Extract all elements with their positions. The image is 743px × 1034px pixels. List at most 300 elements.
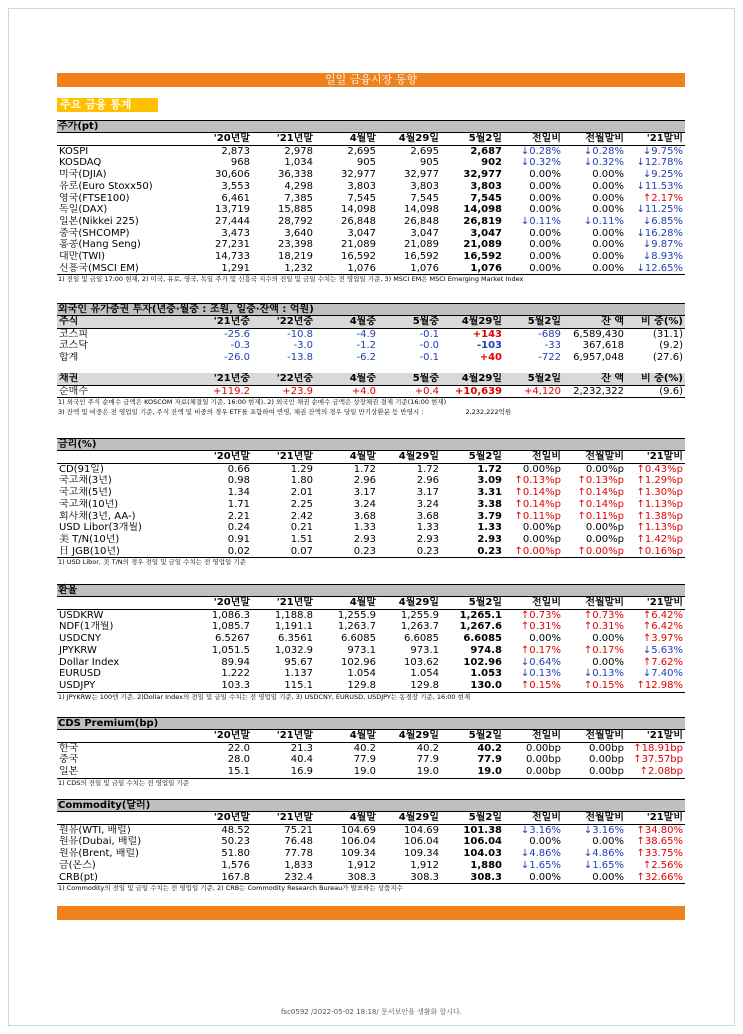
table-row (57, 754, 685, 766)
table-cell: ↑0.14%p (577, 487, 624, 499)
table-cell: 1,267.6 (459, 621, 502, 633)
table-cell: 2,978 (284, 145, 313, 157)
table-cell: 129.8 (347, 679, 376, 691)
table-cell: +0.4 (414, 385, 439, 397)
table-cell: 40.2 (353, 742, 376, 754)
table-cell: ↑0.11%p (514, 510, 561, 522)
table-row (57, 680, 685, 692)
table-cell: 6,957,048 (573, 352, 624, 364)
table-cell: 6.6085 (404, 633, 439, 645)
table-cell: ↓11.25% (636, 204, 683, 216)
table-cell: 2.93 (477, 533, 502, 545)
table-header-row (57, 812, 685, 824)
table-cell: 0.00bp (526, 766, 561, 778)
page-footer: fsc0592 /2022-05-02 18:18/ 문서보안을 생활화 합시다. (280, 1008, 463, 1016)
table-cell: 0.00% (529, 239, 561, 251)
table-cell: 23,398 (278, 239, 313, 251)
column-header: '21말비 (626, 133, 685, 145)
column-header: '20년말 (189, 133, 252, 145)
table-cell: 1,833 (284, 859, 313, 871)
commodity-section (57, 799, 685, 893)
table-cell: ↑32.66% (636, 871, 683, 883)
table-cell: 3,473 (221, 227, 250, 239)
table-cell: ↑0.17% (583, 644, 624, 656)
table-cell: +23.9 (282, 385, 313, 397)
table-cell: -1.2 (356, 340, 376, 352)
table-cell: 3.79 (477, 510, 502, 522)
table-cell: 106.04 (341, 836, 376, 848)
table-cell: 0.23 (353, 545, 376, 557)
table-cell: 19.0 (416, 766, 439, 778)
row-label: 국고채(5년) (59, 487, 112, 499)
foreign-bond-table (57, 373, 685, 397)
table-cell: 0.21 (290, 522, 313, 534)
table-cell: 1,191.1 (274, 621, 313, 633)
table-cell: 6.6085 (463, 633, 502, 645)
column-header: '22년중 (252, 316, 315, 328)
table-cell: 1.71 (227, 498, 250, 510)
table-cell: 0.00% (592, 656, 624, 668)
table-cell: 2.96 (353, 475, 376, 487)
table-row (57, 169, 685, 181)
table-cell: 6,589,430 (573, 328, 624, 340)
stocks-table (57, 133, 685, 274)
column-header: 전월말비 (563, 451, 626, 463)
table-header-row (57, 316, 685, 328)
table-cell: 968 (230, 157, 250, 169)
row-label: 日 JGB(10년) (59, 545, 120, 557)
column-header: '21년중 (189, 373, 252, 385)
table-cell: 1,263.7 (337, 621, 376, 633)
table-cell: 1.33 (353, 522, 376, 534)
table-cell: 7,545 (470, 192, 502, 204)
row-label: 신흥국(MSCI EM) (59, 262, 139, 274)
table-cell: 28,792 (278, 215, 313, 227)
column-header: 5월2일 (441, 451, 504, 463)
row-label: 영국(FTSE100) (59, 192, 130, 204)
table-row (57, 340, 685, 352)
column-header: 4월29일 (441, 316, 504, 328)
table-cell: 1.054 (410, 668, 439, 680)
table-cell: 2.01 (290, 487, 313, 499)
table-cell: ↑18.91bp (633, 742, 683, 754)
table-cell: (9.2) (659, 340, 683, 352)
table-cell: 18,219 (278, 251, 313, 263)
table-cell: 0.23 (416, 545, 439, 557)
table-cell: ↓16.28% (636, 227, 683, 239)
table-cell: 28.0 (227, 754, 250, 766)
table-cell: ↑0.16%p (636, 545, 683, 557)
table-cell: 1.33 (416, 522, 439, 534)
table-cell: 1,051.5 (211, 644, 250, 656)
column-header (57, 812, 189, 824)
column-header: 5월2일 (441, 597, 504, 609)
commodity-title: Commodity(달러) (57, 799, 685, 812)
table-cell: ↑1.29%p (636, 475, 683, 487)
table-cell: 1.51 (290, 533, 313, 545)
foreign-note-1: 1) 외국인 주식 순매수 금액은 KOSCOM 자료(체결일 기준, 16:00 현재), 2) 외국인 채권 순매수 금액은 상장채권 결제 기준(16:00 현재) (57, 397, 685, 407)
table-cell: 2.93 (353, 533, 376, 545)
column-header: '20년말 (189, 730, 252, 742)
table-cell: 0.66 (227, 463, 250, 475)
row-label: KOSPI (59, 145, 89, 157)
table-cell: 36,338 (278, 169, 313, 181)
row-label: 유로(Euro Stoxx50) (59, 180, 153, 192)
table-cell: 0.00%p (585, 522, 624, 534)
row-label: CD(91일) (59, 463, 104, 475)
table-cell: 1.054 (347, 668, 376, 680)
table-cell: 2.42 (290, 510, 313, 522)
table-header-row (57, 373, 685, 385)
table-cell: 3.68 (353, 510, 376, 522)
table-cell: 109.34 (341, 848, 376, 860)
column-header: 주식 (57, 316, 189, 328)
table-cell: ↓0.32% (520, 157, 561, 169)
table-cell: ↓9.87% (642, 239, 683, 251)
table-cell: 1,912 (410, 859, 439, 871)
table-cell: 167.8 (221, 871, 250, 883)
table-row (57, 385, 685, 397)
foreign-note-2 (57, 407, 685, 417)
column-header: 4월29일 (378, 812, 441, 824)
table-cell: 0.00%p (522, 522, 561, 534)
table-cell: 0.00% (592, 836, 624, 848)
table-cell: 14,733 (215, 251, 250, 263)
section-subtitle: 주요 금융 통계 (57, 98, 158, 112)
table-cell: 1,188.8 (274, 609, 313, 621)
table-cell: 21,089 (404, 239, 439, 251)
table-row (57, 546, 685, 558)
table-cell: 973.1 (347, 644, 376, 656)
table-cell: 89.94 (221, 656, 250, 668)
table-cell: ↓12.78% (636, 157, 683, 169)
foreign-stock-table (57, 316, 685, 364)
table-cell: -0.1 (419, 352, 439, 364)
table-row (57, 204, 685, 216)
table-cell: 1.72 (477, 463, 502, 475)
table-cell: 104.03 (463, 848, 502, 860)
row-label: 중국(SHCOMP) (59, 227, 130, 239)
table-cell: 902 (481, 157, 502, 169)
table-cell: 0.00% (529, 633, 561, 645)
table-cell: 1,255.9 (400, 609, 439, 621)
column-header: '21년말 (252, 597, 315, 609)
table-cell: ↓4.86% (583, 848, 624, 860)
table-cell: ↓0.28% (583, 145, 624, 157)
table-cell: (27.6) (652, 352, 683, 364)
column-header: '20년말 (189, 812, 252, 824)
foreign-title: 외국인 유가증권 투자(년중·월중 : 조원, 일중·잔액 : 억원) (57, 303, 685, 316)
row-label: CRB(pt) (59, 871, 98, 883)
table-row (57, 645, 685, 657)
table-row (57, 251, 685, 263)
row-label: 한국 (59, 742, 79, 754)
table-cell: 6.5267 (215, 633, 250, 645)
table-cell: 1,032.9 (274, 644, 313, 656)
table-cell: ↓0.32% (583, 157, 624, 169)
table-cell: 0.91 (227, 533, 250, 545)
table-cell: ↓0.11% (583, 215, 624, 227)
table-cell: 1,232 (284, 262, 313, 274)
table-cell: 0.00% (529, 836, 561, 848)
table-cell: 0.00% (592, 227, 624, 239)
table-cell: 2,695 (347, 145, 376, 157)
table-row (57, 872, 685, 884)
table-cell: 308.3 (347, 871, 376, 883)
column-header: 전일비 (504, 812, 563, 824)
table-cell: 40.2 (416, 742, 439, 754)
column-header: 4월29일 (378, 730, 441, 742)
row-label: 美 T/N(10년) (59, 533, 120, 545)
table-cell: ↑2.17% (642, 192, 683, 204)
table-row (57, 668, 685, 680)
column-header: 4월말 (315, 451, 378, 463)
column-header (57, 730, 189, 742)
table-row (57, 487, 685, 499)
table-cell: 1,291 (221, 262, 250, 274)
table-cell: 0.00bp (589, 766, 624, 778)
table-cell: 14,098 (404, 204, 439, 216)
table-cell: ↓0.11% (520, 215, 561, 227)
table-cell: 2.25 (290, 498, 313, 510)
column-header: 전일비 (504, 730, 563, 742)
table-cell: 0.00% (529, 169, 561, 181)
table-cell: 2.21 (227, 510, 250, 522)
table-cell: ↑0.73% (583, 609, 624, 621)
column-header (57, 451, 189, 463)
table-cell: 2,695 (410, 145, 439, 157)
column-header: 채권 (57, 373, 189, 385)
table-row (57, 328, 685, 340)
row-label: 일본(Nikkei 225) (59, 215, 139, 227)
table-cell: ↑0.00%p (514, 545, 561, 557)
column-header: 전일비 (504, 451, 563, 463)
table-row (57, 522, 685, 534)
table-cell: 1.053 (470, 668, 502, 680)
table-cell: ↓12.65% (636, 262, 683, 274)
rates-section (57, 438, 685, 567)
cds-section (57, 717, 685, 788)
table-cell: ↓9.75% (642, 145, 683, 157)
table-cell: 0.00% (529, 262, 561, 274)
column-header: 5월2일 (504, 316, 563, 328)
table-cell: 102.96 (463, 656, 502, 668)
table-cell: 308.3 (410, 871, 439, 883)
column-header: 4월중 (315, 316, 378, 328)
table-cell: -689 (538, 328, 561, 340)
column-header: 전월말비 (563, 597, 626, 609)
table-cell: (9.6) (659, 385, 683, 397)
table-cell: 905 (419, 157, 439, 169)
table-header-row (57, 730, 685, 742)
table-cell: ↑12.98% (636, 679, 683, 691)
table-cell: 21.3 (290, 742, 313, 754)
table-cell: -3.0 (293, 340, 313, 352)
table-cell: 115.1 (284, 679, 313, 691)
commodity-table (57, 812, 685, 883)
column-header: 4월29일 (378, 597, 441, 609)
table-cell: +10,639 (455, 385, 502, 397)
table-cell: 77.9 (416, 754, 439, 766)
column-header: 비 중(%) (626, 316, 685, 328)
table-cell: 1,265.1 (459, 609, 502, 621)
table-cell: 0.00% (529, 192, 561, 204)
table-cell: 4,298 (284, 180, 313, 192)
row-label: KOSDAQ (59, 157, 102, 169)
row-label: JPYKRW (59, 644, 97, 656)
table-cell: 51.80 (221, 848, 250, 860)
row-label: NDF(1개월) (59, 621, 114, 633)
table-cell: 19.0 (477, 766, 502, 778)
table-cell: 3.38 (477, 498, 502, 510)
table-cell: -26.0 (224, 352, 250, 364)
table-header-row (57, 451, 685, 463)
table-cell: 973.1 (410, 644, 439, 656)
table-cell: 1,034 (284, 157, 313, 169)
table-row (57, 216, 685, 228)
table-cell: ↑0.14%p (514, 498, 561, 510)
row-label: USDCNY (59, 633, 101, 645)
column-header: '20년말 (189, 597, 252, 609)
table-cell: ↑0.31% (520, 621, 561, 633)
table-cell: ↑0.31% (583, 621, 624, 633)
table-cell: 1.29 (290, 463, 313, 475)
table-row (57, 534, 685, 546)
table-cell: ↑37.57bp (633, 754, 683, 766)
table-cell: 6,461 (221, 192, 250, 204)
table-cell: ↓8.93% (642, 251, 683, 263)
table-cell: ↓1.65% (583, 859, 624, 871)
table-cell: 103.62 (404, 656, 439, 668)
table-row (57, 193, 685, 205)
column-header: '21말비 (626, 597, 685, 609)
column-header: '21년말 (252, 730, 315, 742)
table-row (57, 848, 685, 860)
table-header-row (57, 133, 685, 145)
table-cell: -10.8 (287, 328, 313, 340)
table-cell: 3.17 (353, 487, 376, 499)
row-label: 중국 (59, 754, 79, 766)
row-label: 원유(WTI, 배럴) (59, 824, 131, 836)
row-label: 금(온스) (59, 859, 96, 871)
table-cell: ↓6.85% (642, 215, 683, 227)
table-cell: 32,977 (463, 169, 502, 181)
table-cell: 76.48 (284, 836, 313, 848)
column-header: '21년중 (189, 316, 252, 328)
column-header: '21말비 (626, 451, 685, 463)
table-cell: ↑33.75% (636, 848, 683, 860)
table-cell: 0.00% (592, 262, 624, 274)
table-row (57, 609, 685, 621)
table-cell: +4.0 (351, 385, 376, 397)
table-cell: 77.9 (353, 754, 376, 766)
table-row (57, 228, 685, 240)
table-cell: 1,076 (470, 262, 502, 274)
row-label: 합계 (59, 352, 79, 364)
table-cell: 3.09 (477, 475, 502, 487)
table-cell: ↑0.15% (583, 679, 624, 691)
table-cell: 7,545 (347, 192, 376, 204)
table-cell: 26,848 (404, 215, 439, 227)
table-cell: 0.00%p (585, 533, 624, 545)
table-cell: 1,263.7 (400, 621, 439, 633)
table-cell: ↓9.25% (642, 169, 683, 181)
table-cell: (31.1) (652, 328, 683, 340)
column-header: 4월중 (315, 373, 378, 385)
column-header: '21말비 (626, 730, 685, 742)
row-label: USD Libor(3개월) (59, 522, 142, 534)
row-label: 원유(Brent, 배럴) (59, 848, 139, 860)
row-label: USDJPY (59, 679, 96, 691)
table-cell: 1.33 (477, 522, 502, 534)
table-cell: 0.98 (227, 475, 250, 487)
table-cell: -0.1 (419, 328, 439, 340)
column-header: 전월말비 (563, 133, 626, 145)
table-cell: -0.3 (230, 340, 250, 352)
cds-note: 1) CDS의 전일 및 금일 수치는 전 영업일 기준 (57, 778, 685, 788)
table-cell: ↑0.14%p (577, 498, 624, 510)
table-cell: -4.9 (356, 328, 376, 340)
table-row (57, 860, 685, 872)
column-header (57, 133, 189, 145)
stocks-title: 주가(pt) (57, 120, 685, 133)
table-cell: 0.00% (592, 633, 624, 645)
table-cell: 3.24 (353, 498, 376, 510)
table-cell: ↑0.00%p (577, 545, 624, 557)
table-cell: -6.2 (356, 352, 376, 364)
column-header: 잔 액 (563, 373, 626, 385)
table-cell: 16,592 (404, 251, 439, 263)
table-cell: 109.34 (404, 848, 439, 860)
row-label: 코스피 (59, 328, 88, 340)
table-row (57, 463, 685, 475)
table-cell: ↓5.63% (642, 644, 683, 656)
fx-table (57, 597, 685, 692)
foreign-note-2-text: 3) 잔액 및 비중은 전 영업일 기준, 주식 잔액 및 비중의 경우 ETF를 포함하여 반영, 채권 잔액의 경우 당일 만기상환분 등 반영시 : (58, 408, 424, 417)
table-cell: -13.8 (287, 352, 313, 364)
table-cell: ↑1.13%p (636, 498, 683, 510)
table-cell: ↓0.13% (520, 668, 561, 680)
table-cell: 1.80 (290, 475, 313, 487)
column-header: 전월말비 (563, 730, 626, 742)
table-cell: 40.2 (477, 742, 502, 754)
column-header: '21년말 (252, 133, 315, 145)
table-cell: ↑0.15% (520, 679, 561, 691)
table-cell: ↓3.16% (583, 824, 624, 836)
table-cell: ↑0.73% (520, 609, 561, 621)
column-header: '22년중 (252, 373, 315, 385)
column-header: '21말비 (626, 812, 685, 824)
table-cell: ↑1.38%p (636, 510, 683, 522)
column-header: 4월말 (315, 812, 378, 824)
table-cell: 3,047 (470, 227, 502, 239)
table-cell: ↑38.65% (636, 836, 683, 848)
table-cell: 0.00% (592, 239, 624, 251)
table-cell: 102.96 (341, 656, 376, 668)
table-cell: 6.6085 (341, 633, 376, 645)
table-row (57, 742, 685, 754)
table-row (57, 633, 685, 645)
row-label: 국고채(3년) (59, 475, 112, 487)
column-header: 5월2일 (441, 730, 504, 742)
column-header: 비 중(%) (626, 373, 685, 385)
column-header: 5월중 (378, 373, 441, 385)
table-cell: 1,880 (470, 859, 502, 871)
table-row (57, 352, 685, 364)
row-label: 홍콩(Hang Seng) (59, 239, 141, 251)
table-cell: 2.96 (416, 475, 439, 487)
table-cell: ↑1.30%p (636, 487, 683, 499)
